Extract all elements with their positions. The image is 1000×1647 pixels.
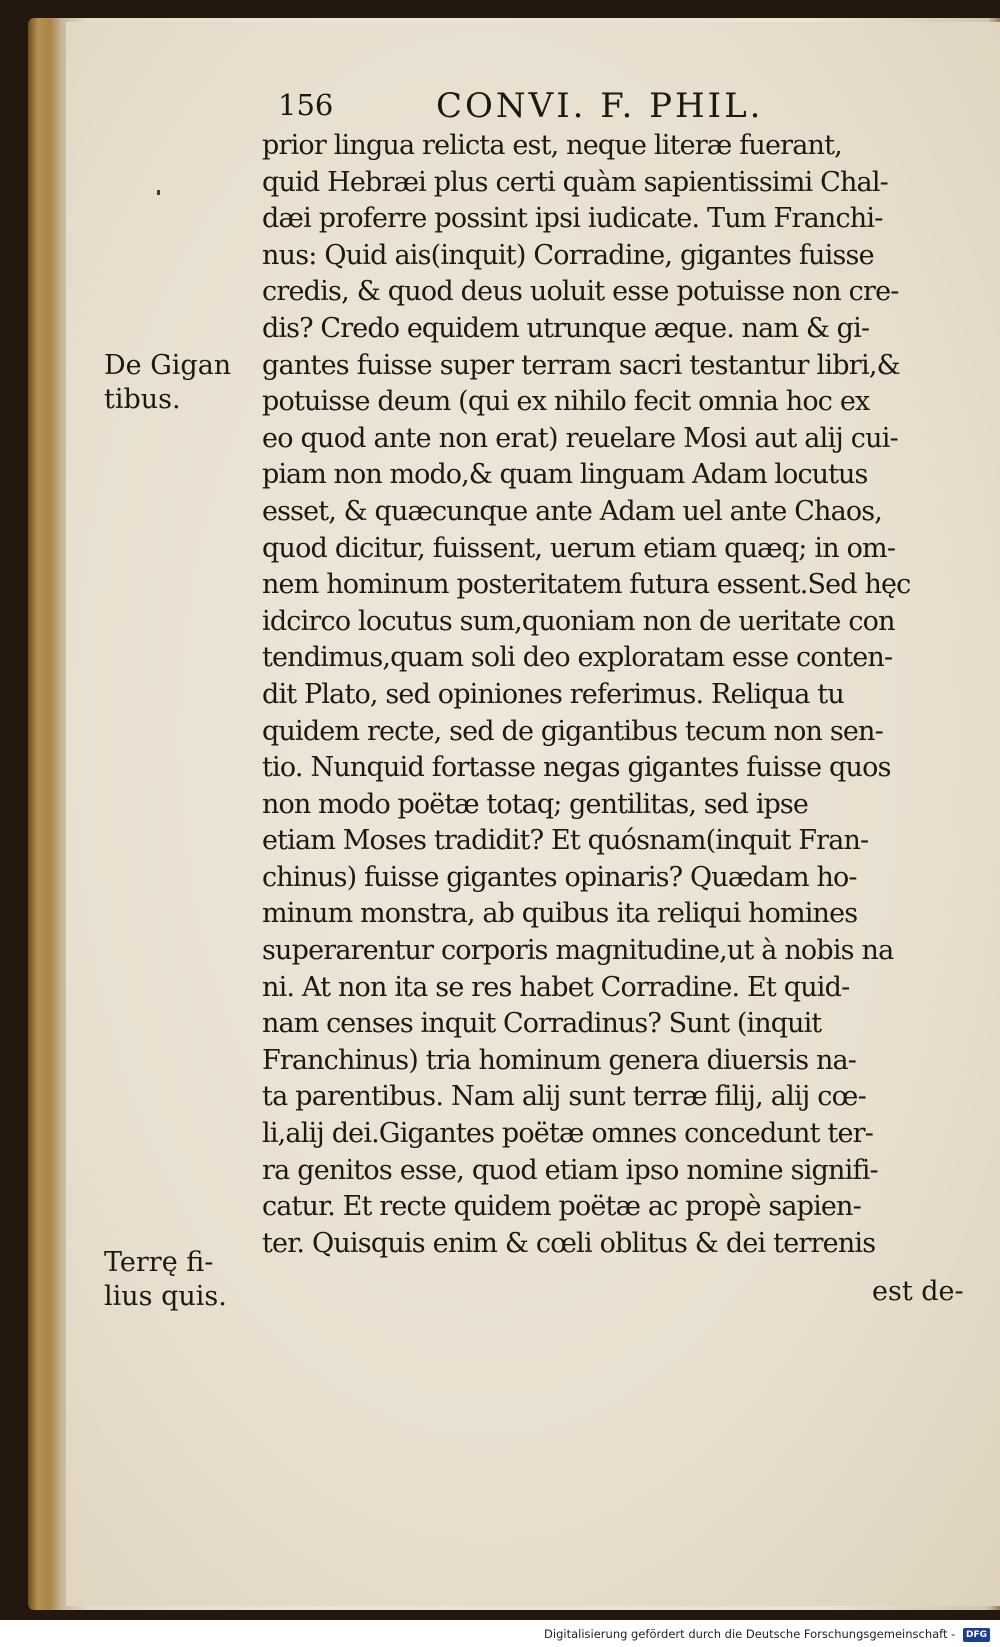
text-line: potuisse deum (qui ex nihilo fecit omnia hoc ex — [262, 386, 870, 418]
catchword: est de- — [872, 1276, 964, 1307]
text-line: credis, & quod deus uoluit esse potuisse non cre- — [262, 276, 899, 308]
text-line: tendimus,quam soli deo exploratam esse conten- — [262, 642, 893, 674]
text-line: superarentur corporis magnitudine,ut à nobis na — [262, 935, 894, 967]
text-line: Franchinus) tria hominum genera diuersis na- — [262, 1044, 857, 1076]
text-line: esset, & quæcunque ante Adam uel ante Chaos, — [262, 495, 882, 527]
text-line: quod dicitur, fuissent, uerum etiam quæq; in om- — [262, 532, 896, 564]
margin-note-giants: De Gigan tibus. — [104, 350, 232, 415]
text-line: nus: Quid ais(inquit) Corradine, gigantes fuisse — [262, 239, 874, 271]
margin-note-earth-son: Terrę fi- lius quis. — [104, 1247, 227, 1312]
text-line: prior lingua relicta est, neque literæ fuerant, — [262, 130, 842, 161]
ink-mark — [157, 190, 160, 195]
text-line: ta parentibus. Nam alij sunt terræ filij, alij cœ- — [262, 1081, 866, 1113]
text-line: tio. Nunquid fortasse negas gigantes fuisse quos — [262, 752, 891, 784]
text-line: dit Plato, sed opiniones referimus. Reliqua tu — [262, 678, 844, 710]
text-line: quid Hebræi plus certi quàm sapientissimi Chal- — [262, 166, 888, 198]
text-line: dis? Credo equidem utrunque æque. nam & gi- — [262, 312, 870, 344]
text-line: gantes fuisse super terram sacri testantur libri,& — [262, 349, 900, 381]
text-line: ter. Quisquis enim & cœli oblitus & dei terrenis — [262, 1227, 876, 1259]
text-line: piam non modo,& quam linguam Adam locutus — [262, 459, 868, 491]
text-line: chinus) fuisse gigantes opinaris? Quædam ho- — [262, 861, 857, 893]
page-header — [278, 88, 978, 132]
text-line: quidem recte, sed de gigantibus tecum non sen- — [262, 715, 883, 747]
text-line: idcirco locutus sum,quoniam non de ueritate con — [262, 605, 895, 637]
text-line: eo quod ante non erat) reuelare Mosi aut alij cui- — [262, 422, 899, 454]
text-line: catur. Et recte quidem poëtæ ac propè sapien- — [262, 1191, 861, 1223]
text-line: li,alij dei.Gigantes poëtæ omnes concedunt ter- — [262, 1118, 874, 1150]
text-line: non modo poëtæ totaq; gentilitas, sed ipse — [262, 788, 808, 820]
credit-text: Digitalisierung gefördert durch die Deutsche Forschungsgemeinschaft - — [544, 1627, 956, 1641]
text-line: ra genitos esse, quod etiam ipso nomine signifi- — [262, 1154, 878, 1186]
page-number: 156 — [278, 88, 334, 122]
text-line: dæi proferre possint ipsi iudicate. Tum Franchi- — [262, 203, 883, 235]
running-head: CONVI. F. PHIL. — [436, 86, 764, 126]
body-text — [262, 128, 962, 1262]
dfg-logo: DFG — [963, 1628, 990, 1642]
text-line: nem hominum posteritatem futura essent.Sed hęc — [262, 569, 911, 601]
text-line: ni. At non ita se res habet Corradine. Et quid- — [262, 971, 850, 1003]
digitization-credit — [0, 1622, 990, 1647]
text-line: nam censes inquit Corradinus? Sunt (inquit — [262, 1008, 822, 1040]
text-line: minum monstra, ab quibus ita reliqui homines — [262, 898, 858, 930]
text-line: etiam Moses tradidit? Et quósnam(inquit Fran- — [262, 825, 869, 857]
